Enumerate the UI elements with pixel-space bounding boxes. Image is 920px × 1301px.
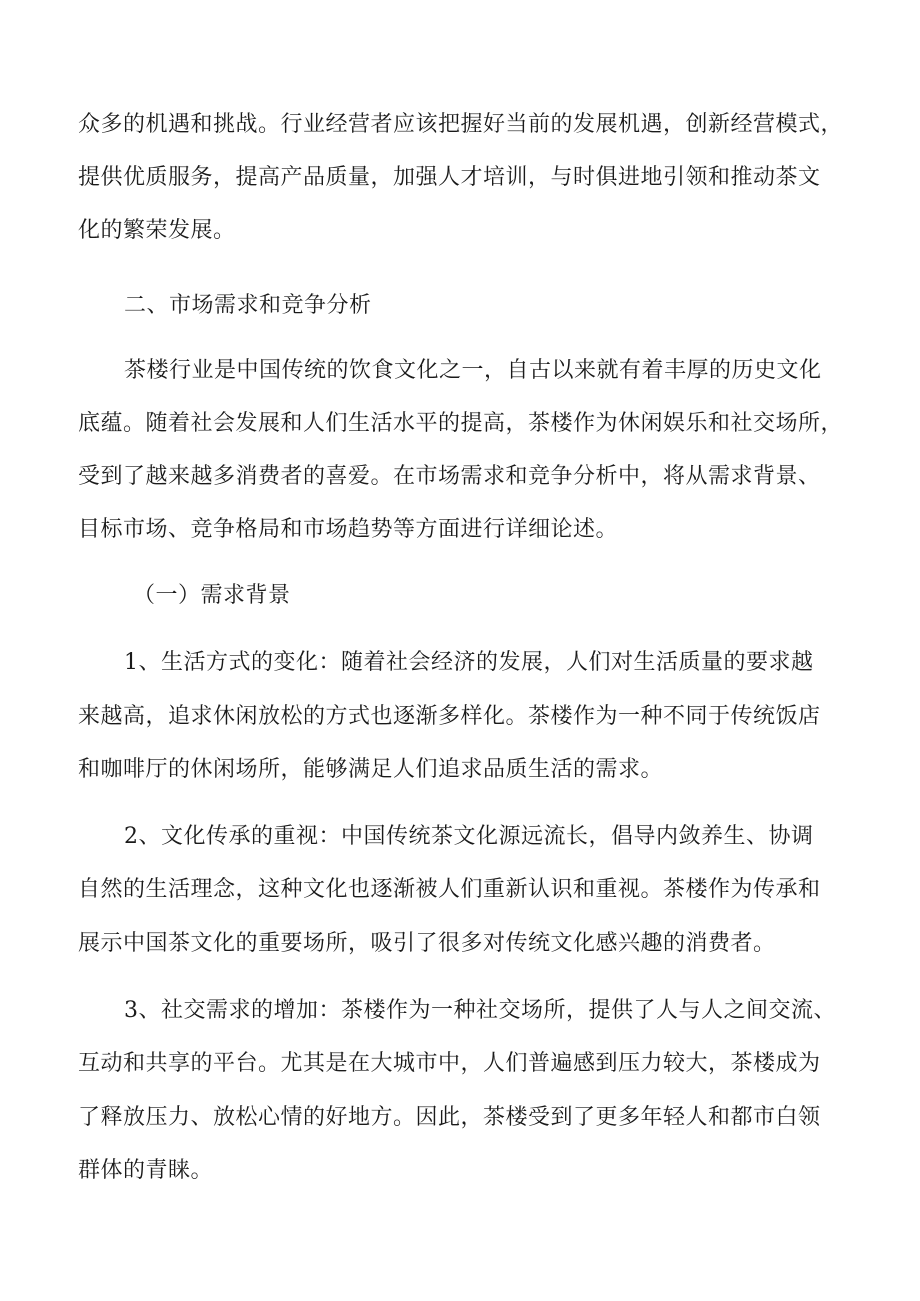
list-item-line: 和咖啡厅的休闲场所，能够满足人们追求品质生活的需求。 (78, 757, 664, 782)
section-heading: 二、市场需求和竞争分析 (124, 293, 372, 318)
paragraph-line: 众多的机遇和挑战。行业经营者应该把握好当前的发展机遇，创新经营模式， (78, 112, 844, 137)
list-item-line: 2、文化传承的重视：中国传统茶文化源远流长，倡导内敛养生、协调 (124, 824, 814, 849)
subsection-heading: （一）需求背景 (133, 583, 291, 608)
list-item-line: 展示中国茶文化的重要场所，吸引了很多对传统文化感兴趣的消费者。 (78, 931, 776, 956)
paragraph-line: 茶楼行业是中国传统的饮食文化之一，自古以来就有着丰厚的历史文化 (124, 358, 822, 383)
list-item-line: 群体的青睐。 (78, 1158, 214, 1183)
paragraph-line: 化的繁荣发展。 (78, 218, 236, 243)
paragraph-line: 提供优质服务，提高产品质量，加强人才培训，与时俱进地引领和推动茶文 (78, 165, 821, 190)
paragraph-line: 目标市场、竞争格局和市场趋势等方面进行详细论述。 (78, 517, 619, 542)
paragraph-line: 底蕴。随着社会发展和人们生活水平的提高，茶楼作为休闲娱乐和社交场所， (78, 411, 844, 436)
list-item-line: 来越高，追求休闲放松的方式也逐渐多样化。茶楼作为一种不同于传统饭店 (78, 704, 821, 729)
list-item-line: 3、社交需求的增加：茶楼作为一种社交场所，提供了人与人之间交流、 (124, 998, 836, 1023)
list-item-line: 互动和共享的平台。尤其是在大城市中，人们普遍感到压力较大，茶楼成为 (78, 1051, 821, 1076)
list-item-line: 了释放压力、放松心情的好地方。因此，茶楼受到了更多年轻人和都市白领 (78, 1105, 821, 1130)
list-item-line: 自然的生活理念，这种文化也逐渐被人们重新认识和重视。茶楼作为传承和 (78, 877, 821, 902)
paragraph-line: 受到了越来越多消费者的喜爱。在市场需求和竞争分析中，将从需求背景、 (78, 464, 821, 489)
list-item-line: 1、生活方式的变化：随着社会经济的发展，人们对生活质量的要求越 (124, 650, 814, 675)
